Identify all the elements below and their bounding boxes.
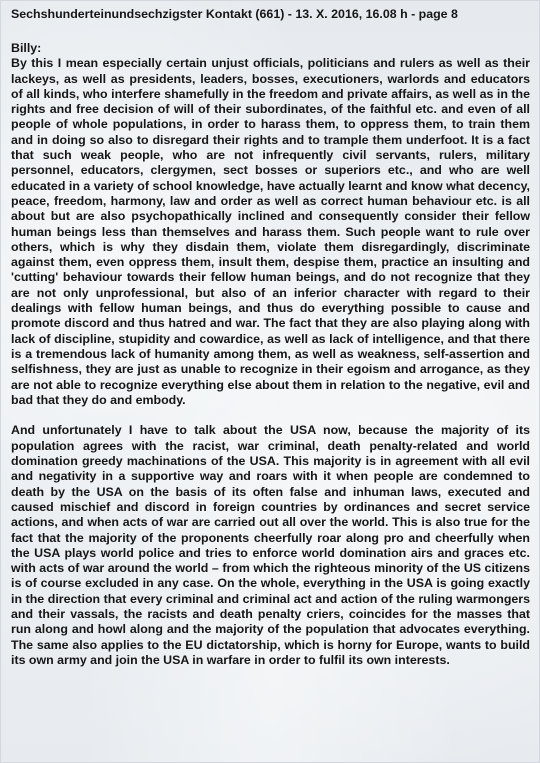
speaker-label: Billy: [11, 41, 42, 55]
paragraph-1: By this I mean especially certain unjust officials, politicians and rulers as well as their lackeys, as well as presidents, leaders, bosses, executioners, warlords and educators of all kinds, who interfere shamefully in the freedom and private affairs, as well as in the rights and free decision of will of their subordinates, of the faithful etc. and even of all people of whole populations, in order to harass them, to oppress them, to train them and in doing so also to disregard their rights and to trample them underfoot. It is a fact that such weak people, who are not infrequently civil servants, rulers, military personnel, educators, clergymen, sect bosses or superiors etc., and who are well educated in a variety of school knowledge, have actually learnt and know what decency, peace, freedom, harmony, law and order as well as correct human behaviour etc. is all about but are also psychopathically inclined and consequently consider their fellow human beings less than themselves and harass them. Such people want to rule over others, which is why they disdain them, violate them disregardingly, discriminate against them, even oppress them, insult them, despise them, practice an insulting and 'cutting' behaviour towards their fellow human beings, and do not recognize that they are not only unprofessional, but also of an inferior character with regard to their dealings with fellow human beings, and thus do everything possible to cause and promote discord and thus hatred and war. The fact that they are also playing along with lack of discipline, stupidity and cowardice, as well as lack of intelligence, and that there is a tremendous lack of humanity among them, as well as weakness, self-assertion and selfishness, they are just as unable to recognize in their egoism and arrogance, as they are not able to recognize everything else about them in relation to the negative, evil and bad that they do and embody. [11, 56, 530, 407]
page-header: Sechshunderteinundsechzigster Kontakt (661) - 13. X. 2016, 16.08 h - page 8 [11, 7, 458, 21]
paragraph-2: And unfortunately I have to talk about the USA now, because the majority of its population agrees with the racist, war criminal, death penalty-related and world domination greedy machinations of the USA. This majority is in agreement with all evil and negativity in a supportive way and roars with it when people are condemned to death by the USA on the basis of its often false and inhuman laws, executed and caused mischief and discord in foreign countries by ordinances and secret service actions, and when acts of war are carried out all over the world. This is also true for the fact that the majority of the proponents cheerfully roar along pro and cheerfully when the USA plays world police and tries to enforce world domination airs and graces etc. with acts of war around the world – from which the righteous minority of the US citizens is of course excluded in any case. On the whole, everything in the USA is going exactly in the direction that every criminal and criminal act and action of the ruling warmongers and their vassals, the racists and death penalty criers, coincides for the masses that run along and howl along and the majority of the population that advocates everything. The same also applies to the EU dictatorship, which is horny for Europe, wants to build its own army and join the USA in warfare in order to fulfil its own interests. [11, 423, 530, 667]
document-body [11, 41, 530, 668]
